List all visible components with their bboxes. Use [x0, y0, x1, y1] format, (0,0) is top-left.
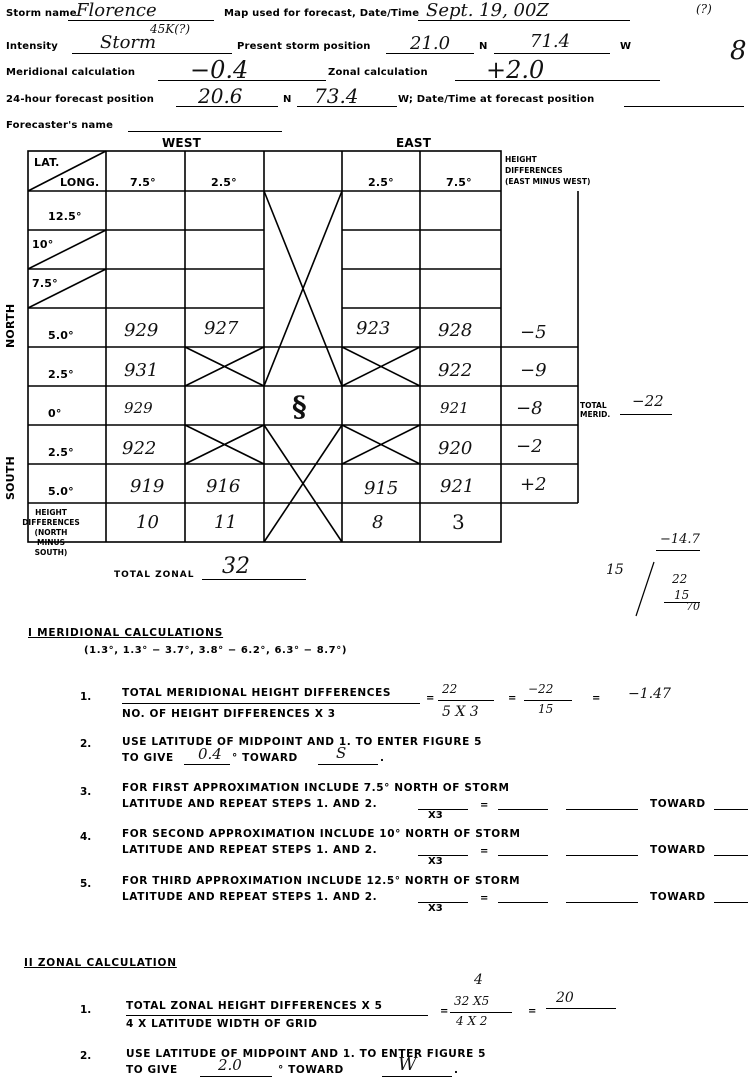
forecast-lat-value[interactable]: 20.6 [198, 84, 243, 108]
diff-s25[interactable]: −2 [516, 436, 543, 457]
cell-s25-e75[interactable]: 920 [438, 438, 473, 459]
s2-eq1: = [440, 1006, 449, 1017]
cell-s5-w25[interactable]: 916 [206, 476, 241, 497]
cell-s5-w75[interactable]: 919 [130, 476, 165, 497]
forecast-lon-unit: W; Date/Time at forecast position [398, 94, 595, 105]
s1-step5-eq: = [480, 893, 489, 904]
lon-unit: W [620, 41, 632, 52]
bottom-w75[interactable]: 10 [136, 512, 159, 533]
s1-step1-num: 1. [80, 691, 92, 703]
s1-step3-eq: = [480, 800, 489, 811]
s1-step4-toward: TOWARD [650, 844, 706, 856]
s1-step1-denominator: NO. OF HEIGHT DIFFERENCES X 3 [122, 708, 336, 720]
zonal-label: Zonal calculation [328, 67, 428, 78]
map-value-extra: (?) [696, 2, 712, 16]
intensity-label: Intensity [6, 41, 59, 52]
storm-name-value[interactable]: Florence [76, 0, 157, 21]
s2-step1-numerator: TOTAL ZONAL HEIGHT DIFFERENCES X 5 [126, 1000, 383, 1012]
s2-step2-num: 2. [80, 1050, 92, 1062]
diff-n25[interactable]: −9 [520, 360, 547, 381]
s1-step2-toward: ° TOWARD [232, 752, 298, 764]
section1-title: I MERIDIONAL CALCULATIONS [28, 627, 224, 639]
s2-step1-denominator: 4 X LATITUDE WIDTH OF GRID [126, 1018, 318, 1030]
s2-step2-toward: ° TOWARD [278, 1064, 344, 1076]
s1-step5-num: 5. [80, 878, 92, 890]
map-value[interactable]: Sept. 19, 00Z [426, 0, 549, 21]
north-label: NORTH [4, 303, 17, 348]
s2-step2-togive: TO GIVE [126, 1064, 178, 1076]
diff-n5[interactable]: −5 [520, 322, 547, 343]
margin-mark: 8 [730, 36, 747, 66]
s1-eq1: = [426, 693, 435, 704]
forecaster-label: Forecaster's name [6, 120, 114, 131]
s1-hw-num: 22 [442, 682, 458, 696]
s1-hw-den2: 15 [538, 702, 554, 716]
s1-hw-num2: −22 [528, 682, 554, 696]
present-position-label: Present storm position [237, 41, 371, 52]
s2-hw-top: 32 X5 [454, 994, 490, 1008]
s1-step4-num: 4. [80, 831, 92, 843]
scratch-slash [630, 560, 660, 620]
s1-step4-line1: FOR SECOND APPROXIMATION INCLUDE 10° NORTH OF STORM [122, 828, 521, 840]
bottom-w25[interactable]: 11 [214, 512, 237, 533]
total-merid-value[interactable]: −22 [632, 392, 664, 410]
s1-step5-toward: TOWARD [650, 891, 706, 903]
s1-step3-line1: FOR FIRST APPROXIMATION INCLUDE 7.5° NORTH OF STORM [122, 782, 510, 794]
cell-n5-e75[interactable]: 928 [438, 320, 473, 341]
scratch-e: 70 [686, 600, 700, 613]
col-header-w75: 7.5° [130, 176, 156, 189]
intensity-note: 45K(?) [150, 22, 191, 36]
s1-step1-numerator: TOTAL MERIDIONAL HEIGHT DIFFERENCES [122, 687, 392, 699]
s1-step2-num: 2. [80, 738, 92, 750]
meridional-value[interactable]: −0.4 [190, 56, 249, 84]
s1-step3-num: 3. [80, 786, 92, 798]
s2-hw-four: 4 [474, 972, 483, 988]
corner-lat-label: LAT. [34, 156, 60, 169]
forecast-lat-unit: N [283, 94, 292, 105]
diff-0[interactable]: −8 [516, 398, 543, 419]
cell-0-e75[interactable]: 921 [440, 399, 469, 417]
s2-eq2: = [528, 1006, 537, 1017]
s1-step3-toward: TOWARD [650, 798, 706, 810]
row-lat-s5: 5.0° [48, 485, 74, 498]
cell-s5-e75[interactable]: 921 [440, 476, 475, 497]
meridional-label: Meridional calculation [6, 67, 136, 78]
bottom-e75[interactable]: 3 [452, 510, 465, 534]
s2-step2-give[interactable]: 2.0 [218, 1056, 242, 1074]
cell-0-w75[interactable]: 929 [124, 399, 153, 417]
scratch-c: 22 [672, 572, 688, 586]
col-header-e25: 2.5° [368, 176, 394, 189]
west-label: WEST [162, 136, 202, 150]
forecast-lon-value[interactable]: 73.4 [314, 84, 359, 108]
zonal-value[interactable]: +2.0 [486, 56, 545, 84]
present-lon-value[interactable]: 71.4 [530, 31, 571, 52]
s1-step4-line2: LATITUDE AND REPEAT STEPS 1. AND 2. [122, 844, 378, 856]
corner-long-label: LONG. [60, 176, 100, 189]
row-lat-10: 10° [32, 238, 54, 251]
s2-step2-line1: USE LATITUDE OF MIDPOINT AND 1. TO ENTER FIGURE 5 [126, 1048, 487, 1060]
s2-step2-dir[interactable]: W [398, 1054, 417, 1075]
s2-step1-num: 1. [80, 1004, 92, 1016]
scratch-a: −14.7 [660, 532, 700, 547]
row-lat-s25: 2.5° [48, 446, 74, 459]
bottom-e25[interactable]: 8 [372, 512, 384, 533]
section1-ranges: (1.3°, 1.3° − 3.7°, 3.8° − 6.2°, 6.3° − 8.7°) [84, 645, 348, 656]
s1-step2-togive: TO GIVE [122, 752, 174, 764]
map-label: Map used for forecast, Date/Time [224, 8, 420, 19]
s1-result[interactable]: −1.47 [628, 686, 671, 702]
total-zonal-label: TOTAL ZONAL [114, 570, 195, 580]
s1-step2-give[interactable]: 0.4 [198, 745, 222, 763]
s1-step3-line2: LATITUDE AND REPEAT STEPS 1. AND 2. [122, 798, 378, 810]
present-lat-value[interactable]: 21.0 [410, 33, 451, 54]
diff-s5[interactable]: +2 [520, 474, 547, 495]
s1-hw-den: 5 X 3 [442, 704, 479, 720]
s1-step4-x3: X3 [428, 856, 443, 867]
section2-title: II ZONAL CALCULATION [24, 957, 177, 969]
s1-step2-line1: USE LATITUDE OF MIDPOINT AND 1. TO ENTER FIGURE 5 [122, 736, 483, 748]
south-label: SOUTH [4, 456, 17, 500]
row-lat-n25: 2.5° [48, 368, 74, 381]
cell-s25-w75[interactable]: 922 [122, 438, 157, 459]
s1-eq2: = [508, 693, 517, 704]
cell-n5-w75[interactable]: 929 [124, 320, 159, 341]
bottom-row-label: HEIGHT DIFFERENCES (NORTH MINUS SOUTH) [22, 508, 80, 557]
row-lat-12-5: 12.5° [48, 210, 82, 223]
storm-name-label: Storm name [6, 8, 77, 19]
scratch-d: 15 [674, 588, 690, 602]
forecast-position-label: 24-hour forecast position [6, 94, 155, 105]
total-merid-label: TOTAL MERID. [580, 401, 611, 419]
s1-step4-eq: = [480, 846, 489, 857]
col-header-e75: 7.5° [446, 176, 472, 189]
cell-n25-e75[interactable]: 922 [438, 360, 473, 381]
total-zonal-value[interactable]: 32 [222, 554, 250, 579]
s1-step2-dir[interactable]: S [336, 744, 347, 762]
storm-symbol: § [292, 390, 307, 423]
s1-step5-x3: X3 [428, 903, 443, 914]
lat-unit: N [479, 41, 488, 52]
cell-n25-w75[interactable]: 931 [124, 360, 159, 381]
row-lat-0: 0° [48, 407, 62, 420]
row-lat-7-5: 7.5° [32, 277, 58, 290]
row-lat-n5: 5.0° [48, 329, 74, 342]
s2-hw-bottom: 4 X 2 [456, 1014, 488, 1028]
height-diff-header: HEIGHT DIFFERENCES (EAST MINUS WEST) [505, 155, 591, 186]
s1-step5-line1: FOR THIRD APPROXIMATION INCLUDE 12.5° NORTH OF STORM [122, 875, 521, 887]
cell-n5-w25[interactable]: 927 [204, 318, 239, 339]
s1-step3-x3: X3 [428, 810, 443, 821]
s1-eq3: = [592, 693, 601, 704]
s1-step5-line2: LATITUDE AND REPEAT STEPS 1. AND 2. [122, 891, 378, 903]
east-label: EAST [396, 136, 432, 150]
cell-s5-e25[interactable]: 915 [364, 478, 399, 499]
s2-hw-result[interactable]: 20 [556, 990, 574, 1006]
cell-n5-e25[interactable]: 923 [356, 318, 391, 339]
intensity-value[interactable]: Storm [100, 32, 157, 53]
scratch-b: 15 [606, 562, 624, 578]
col-header-w25: 2.5° [211, 176, 237, 189]
